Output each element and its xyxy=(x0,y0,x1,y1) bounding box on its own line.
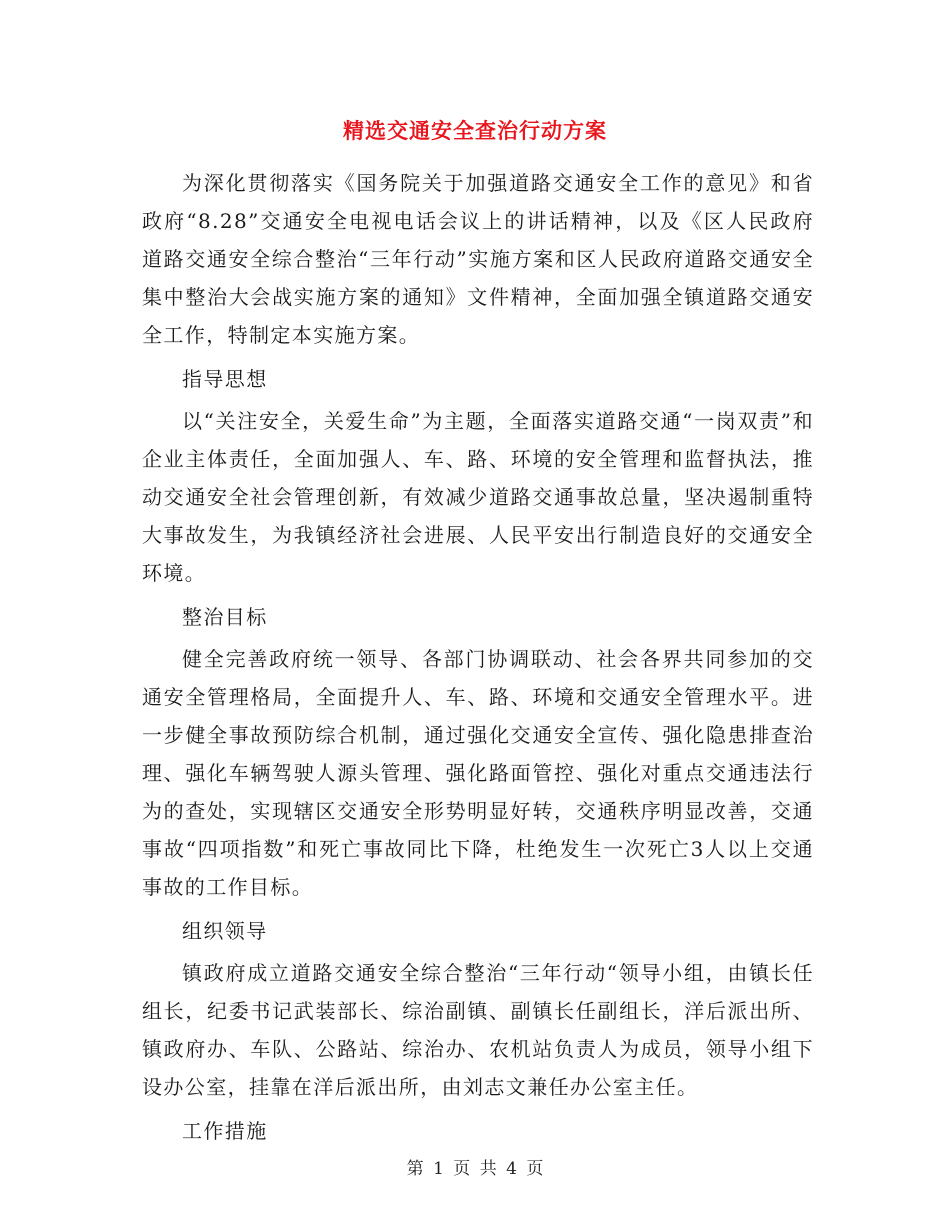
intro-paragraph: 为深化贯彻落实《国务院关于加强道路交通安全工作的意见》和省政府“8.28”交通安全电视电话会议上的讲话精神，以及《区人民政府道路交通安全综合整治“三年行动”实施方案和区人民政府道路交通安全集中整治大会战实施方案的通知》文件精神，全面加强全镇道路交通安全工作，特制定本实施方案。 xyxy=(142,171,814,347)
document-body xyxy=(142,164,814,1154)
section-heading-rectification-goals: 整治目标 xyxy=(182,605,268,629)
section-body-guiding-ideology: 以“关注安全，关爱生命”为主题，全面落实道路交通“一岗双责”和企业主体责任，全面加强人、车、路、环境的安全管理和监督执法，推动交通安全社会管理创新，有效减少道路交通事故总量，坚决遏制重特大事故发生，为我镇经济社会进展、人民平安出行制造良好的交通安全环境。 xyxy=(142,409,814,585)
page-number-footer: 第 1 页 共 4 页 xyxy=(406,1159,544,1179)
section-body-rectification-goals: 健全完善政府统一领导、各部门协调联动、社会各界共同参加的交通安全管理格局，全面提升人、车、路、环境和交通安全管理水平。进一步健全事故预防综合机制，通过强化交通安全宣传、强化隐患排查治理、强化车辆驾驶人源头管理、强化路面管控、强化对重点交通违法行为的查处，实现辖区交通安全形势明显好转，交通秩序明显改善，交通事故“四项指数”和死亡事故同比下降，杜绝发生一次死亡3人以上交通事故的工作目标。 xyxy=(142,647,814,899)
document-title: 精选交通安全查治行动方案 xyxy=(343,119,607,143)
section-heading-work-measures: 工作措施 xyxy=(182,1119,268,1143)
section-heading-organization: 组织领导 xyxy=(182,919,268,943)
section-body-organization: 镇政府成立道路交通安全综合整治“三年行动“领导小组，由镇长任组长，纪委书记武装部长、综治副镇、副镇长任副组长，洋后派出所、镇政府办、车队、公路站、综治办、农机站负责人为成员，领导小组下设办公室，挂靠在洋后派出所，由刘志文兼任办公室主任。 xyxy=(142,961,814,1099)
section-heading-guiding-ideology: 指导思想 xyxy=(182,367,268,391)
